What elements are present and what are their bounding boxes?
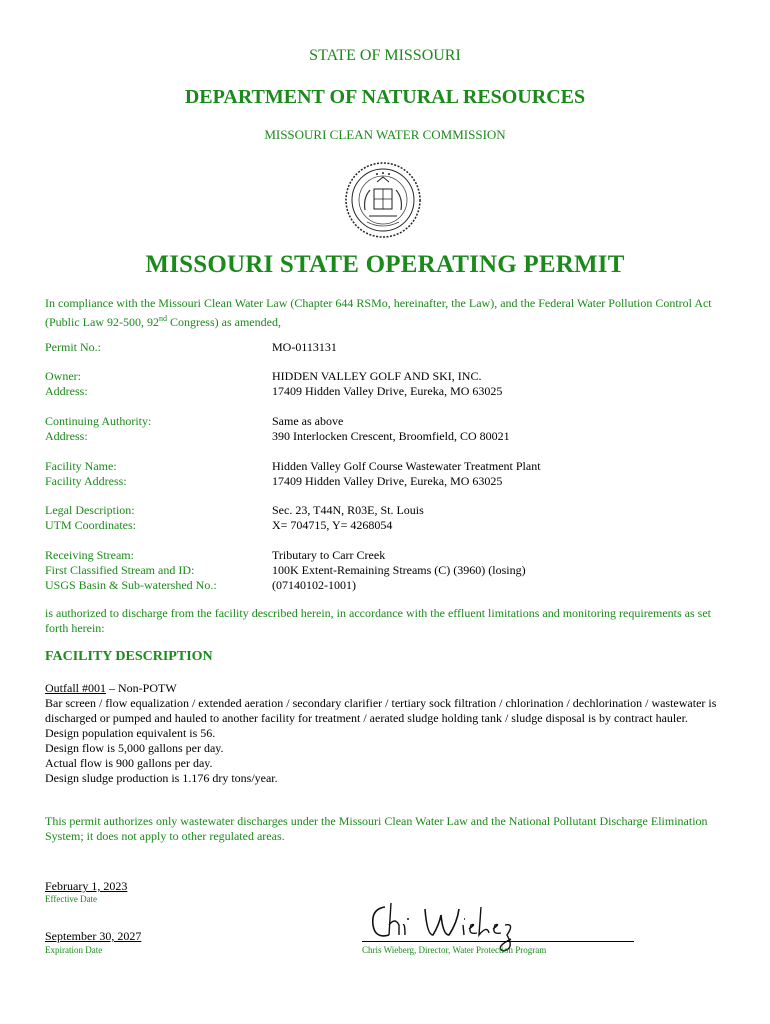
utm-value: X= 704715, Y= 4268054 [272, 518, 393, 532]
design-flow: Design flow is 5,000 gallons per day. [45, 741, 224, 755]
commission-heading: MISSOURI CLEAN WATER COMMISSION [264, 127, 506, 142]
facility-address-label: Facility Address: [45, 474, 127, 488]
intro-superscript: nd [158, 314, 167, 323]
sludge-production: Design sludge production is 1.176 dry tons/year. [45, 771, 278, 785]
department-heading: DEPARTMENT OF NATURAL RESOURCES [184, 86, 586, 108]
permit-no-label: Permit No.: [45, 340, 101, 354]
permit-title: MISSOURI STATE OPERATING PERMIT [145, 251, 625, 278]
receiving-stream-value: Tributary to Carr Creek [272, 548, 386, 562]
first-classified-label: First Classified Stream and ID: [45, 563, 195, 577]
legal-description-label: Legal Description: [45, 503, 135, 517]
outfall-type: – Non-POTW [106, 681, 177, 695]
owner-address-value: 17409 Hidden Valley Drive, Eureka, MO 63025 [272, 384, 503, 398]
state-heading: STATE OF MISSOURI [309, 47, 461, 64]
permit-no-value: MO-0113131 [272, 340, 337, 354]
process-description: Bar screen / flow equalization / extended aeration / secondary clarifier / tertiary sock filtration / chlorination / dechlorination / wastewater is discharged or pumped and hauled to another facility for treatment / aerated sludge holding tank / sludge disposal is by contract hauler. [45, 696, 717, 725]
facility-description-heading: FACILITY DESCRIPTION [45, 649, 213, 664]
authorization-statement: is authorized to discharge from the facility described herein, in accordance with the effluent limitations and monitoring requirements as set forth herein: [45, 606, 712, 635]
owner-address-label: Address: [45, 384, 88, 398]
signature-line [362, 941, 634, 942]
expiration-date: September 30, 2027 [45, 929, 142, 943]
receiving-stream-label: Receiving Stream: [45, 548, 134, 562]
usgs-basin-label: USGS Basin & Sub-watershed No.: [45, 578, 217, 592]
outfall-label: Outfall #001 [45, 681, 106, 695]
effective-date: February 1, 2023 [45, 879, 128, 893]
population-equivalent: Design population equivalent is 56. [45, 726, 216, 740]
actual-flow: Actual flow is 900 gallons per day. [45, 756, 213, 770]
facility-name-value: Hidden Valley Golf Course Wastewater Treatment Plant [272, 459, 541, 473]
owner-label: Owner: [45, 369, 81, 383]
usgs-basin-value: (07140102-1001) [272, 578, 356, 592]
state-seal-icon [343, 160, 423, 240]
facility-address-value: 17409 Hidden Valley Drive, Eureka, MO 63025 [272, 474, 503, 488]
owner-value: HIDDEN VALLEY GOLF AND SKI, INC. [272, 369, 482, 383]
intro-paragraph [45, 296, 735, 330]
first-classified-value: 100K Extent-Remaining Streams (C) (3960) (losing) [272, 563, 526, 577]
legal-description-value: Sec. 23, T44N, R03E, St. Louis [272, 503, 424, 517]
continuing-authority-label: Continuing Authority: [45, 414, 152, 428]
utm-label: UTM Coordinates: [45, 518, 136, 532]
intro-text-end: Congress) as amended, [166, 315, 281, 329]
effective-date-label: Effective Date [45, 894, 98, 904]
facility-name-label: Facility Name: [45, 459, 117, 473]
scope-statement: This permit authorizes only wastewater discharges under the Missouri Clean Water Law and the National Pollutant Discharge Elimination System; it does not apply to other regulated areas. [45, 814, 708, 843]
facility-description [45, 681, 735, 786]
expiration-date-label: Expiration Date [45, 945, 103, 955]
intro-text: In compliance with the Missouri Clean Water Law (Chapter 644 RSMo, hereinafter, the Law), and the Federal Water Pollution Control Act (Public Law 92-500, 92 [45, 296, 712, 329]
continuing-authority-value: Same as above [272, 414, 344, 428]
signatory-name: Chris Wieberg, Director, Water Protection Program [362, 945, 547, 955]
ca-address-label: Address: [45, 429, 88, 443]
ca-address-value: 390 Interlocken Crescent, Broomfield, CO 80021 [272, 429, 510, 443]
outfall-line [45, 681, 735, 696]
